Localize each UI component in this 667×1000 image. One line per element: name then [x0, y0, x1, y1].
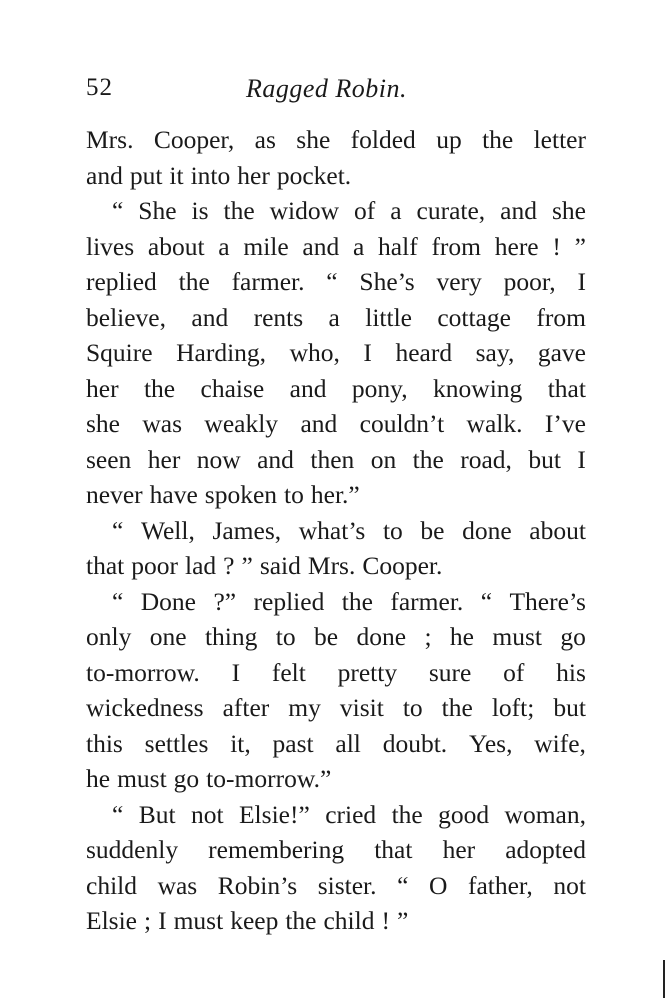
body-text — [86, 122, 586, 939]
text-line: “ She is the widow of a curate, and she — [112, 196, 586, 225]
page-edge-mark — [663, 960, 665, 998]
text-line: never have spoken to her.” — [86, 480, 360, 509]
text-line: this settles it, past all doubt. Yes, wife, — [86, 728, 586, 758]
text-line: suddenly remembering that her adopted — [86, 835, 586, 864]
text-line: seen her now and then on the road, but I — [86, 444, 586, 474]
page-number: 52 — [86, 74, 113, 101]
text-line: and put it into her pocket. — [86, 160, 352, 190]
text-line: Elsie ; I must keep the child ! ” — [86, 906, 409, 935]
text-line: Squire Harding, who, I heard say, gave — [86, 338, 586, 367]
text-line: child was Robin’s sister. “ O father, not — [86, 870, 586, 900]
text-line: wickedness after my visit to the loft; but — [86, 693, 586, 722]
text-line: “ Done ?” replied the farmer. “ There’s — [112, 586, 586, 616]
text-line: she was weakly and couldn’t walk. I’ve — [86, 409, 586, 438]
text-line: Mrs. Cooper, as she folded up the letter — [86, 125, 586, 154]
text-line: only one thing to be done ; he must go — [86, 622, 586, 651]
text-line: to-morrow. I felt pretty sure of his — [86, 657, 586, 687]
text-line: her the chaise and pony, knowing that — [86, 373, 586, 403]
text-line: that poor lad ? ” said Mrs. Cooper. — [86, 551, 443, 580]
text-line: “ Well, James, what’s to be done about — [112, 515, 586, 545]
text-line: “ But not Elsie!” cried the good woman, — [112, 799, 586, 829]
text-line: believe, and rents a little cottage from — [86, 302, 586, 332]
page-header — [86, 74, 586, 114]
text-line: he must go to-morrow.” — [86, 764, 332, 793]
running-head: Ragged Robin. — [246, 74, 408, 103]
text-line: replied the farmer. “ She’s very poor, I — [86, 267, 586, 296]
text-line: lives about a mile and a half from here ! ” — [86, 231, 586, 261]
